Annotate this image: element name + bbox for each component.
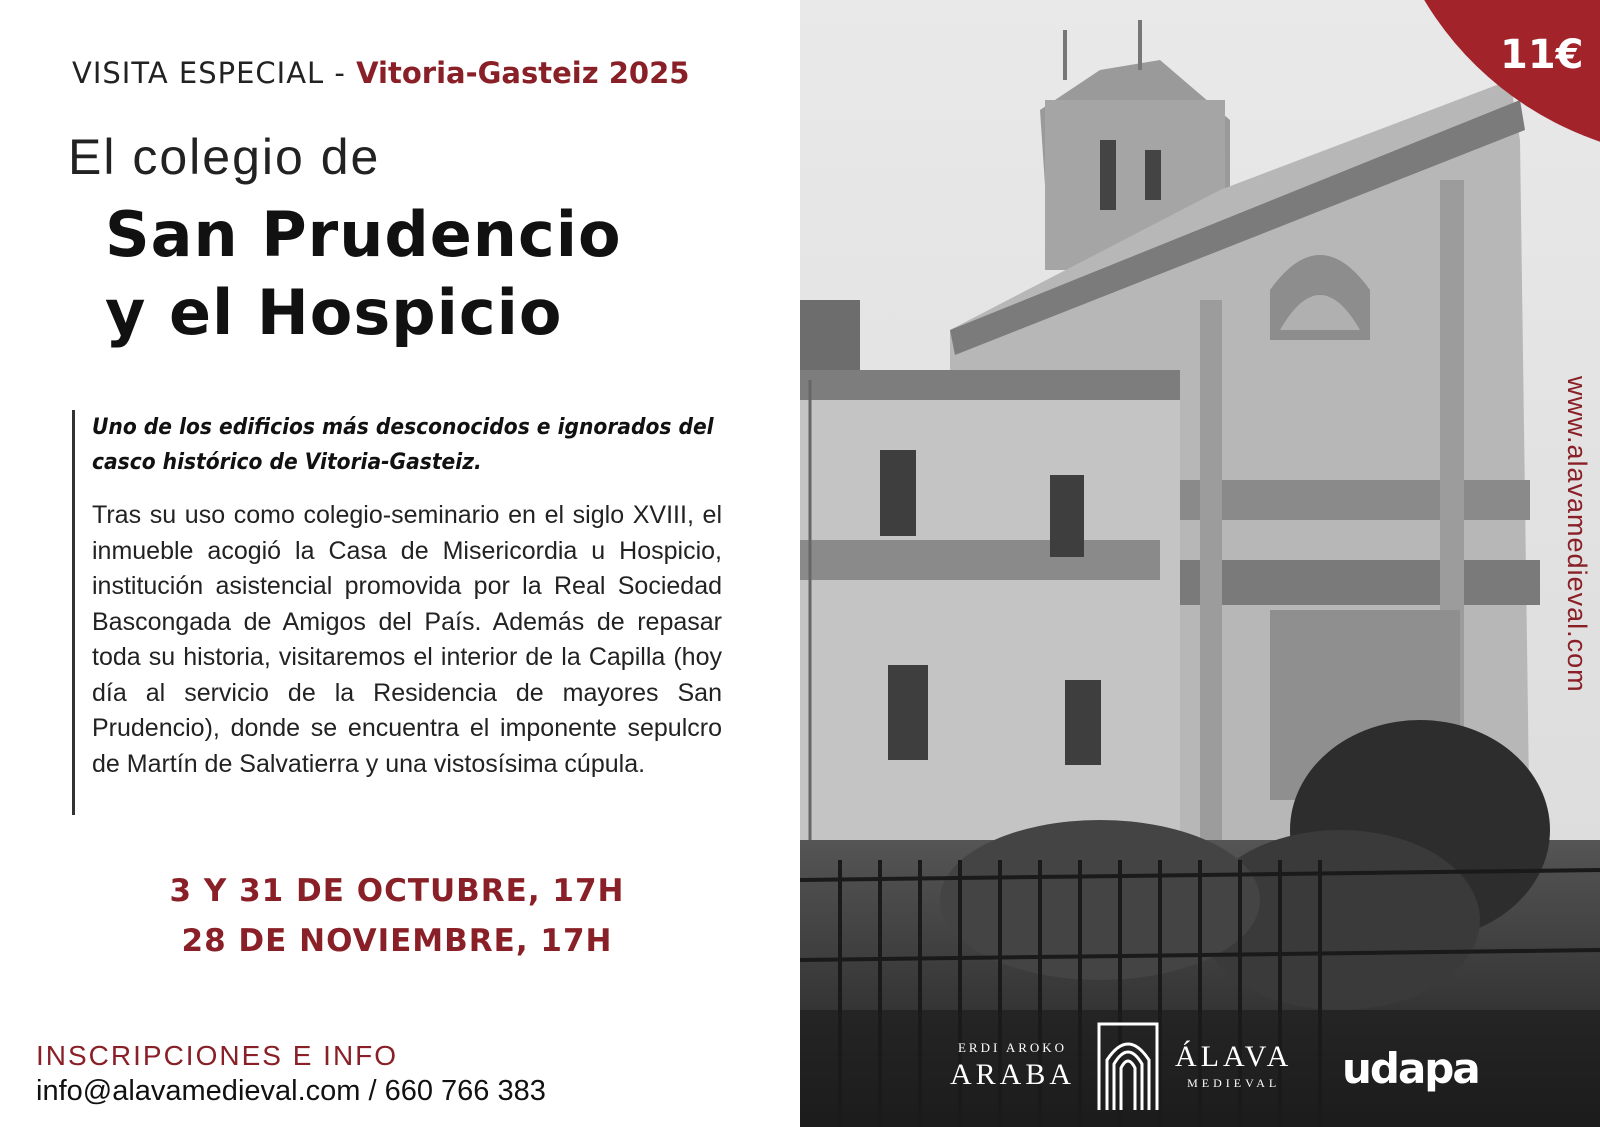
date-line-2: 28 DE NOVIEMBRE, 17H bbox=[181, 923, 613, 959]
website-text: www.alavamedieval.com bbox=[1562, 376, 1592, 693]
title-pre: El colegio de bbox=[68, 129, 381, 185]
lead-text: Uno de los edificios más desconocidos e ignorados del casco histórico de Vitoria-Gasteiz. bbox=[92, 414, 714, 475]
price: 11€ bbox=[1500, 32, 1584, 78]
logo-alava-big: ÁLAVA bbox=[1175, 1040, 1293, 1073]
kicker-prefix: VISITA ESPECIAL - bbox=[72, 56, 357, 90]
kicker-location: Vitoria-Gasteiz 2025 bbox=[356, 56, 690, 90]
date-line-1: 3 Y 31 DE OCTUBRE, 17H bbox=[169, 873, 625, 909]
event-dates bbox=[72, 866, 722, 966]
title-line-1: San Prudencio bbox=[105, 198, 622, 271]
page-title bbox=[105, 196, 622, 352]
logo-araba-small: ERDI AROKO bbox=[957, 1040, 1068, 1055]
logo-erdi-aroko-araba bbox=[950, 1040, 1075, 1092]
description bbox=[72, 410, 722, 815]
contact-label: INSCRIPCIONES E INFO bbox=[36, 1040, 399, 1071]
title-line-2: y el Hospicio bbox=[105, 276, 563, 349]
logo-udapa: udapa bbox=[1342, 1044, 1479, 1093]
kicker bbox=[72, 56, 689, 90]
logo-alava-medieval bbox=[1175, 1040, 1292, 1091]
logo-alava-small: MEDIEVAL bbox=[1187, 1076, 1281, 1090]
website-vertical bbox=[1556, 376, 1596, 746]
building-photo bbox=[800, 0, 1600, 1127]
contact-info: info@alavamedieval.com / 660 766 383 bbox=[36, 1075, 546, 1107]
arch-logo-icon bbox=[1095, 1020, 1161, 1112]
body-paragraph: Tras su uso como colegio-seminario en el siglo XVIII, el inmueble acogió la Casa de Misericordia u Hospicio, institución asistencial promovida por la Real Sociedad Bascongada de Amigos del País. Además de repasar toda su historia, visitaremos el interior de la Capilla (hoy día al servicio de la Residencia de mayores San Prudencio), donde se encuentra el imponente sepulcro de Martín de Salvatierra y una vistosísima cúpula. bbox=[92, 501, 722, 778]
logo-araba-big: ARABA bbox=[950, 1058, 1076, 1091]
